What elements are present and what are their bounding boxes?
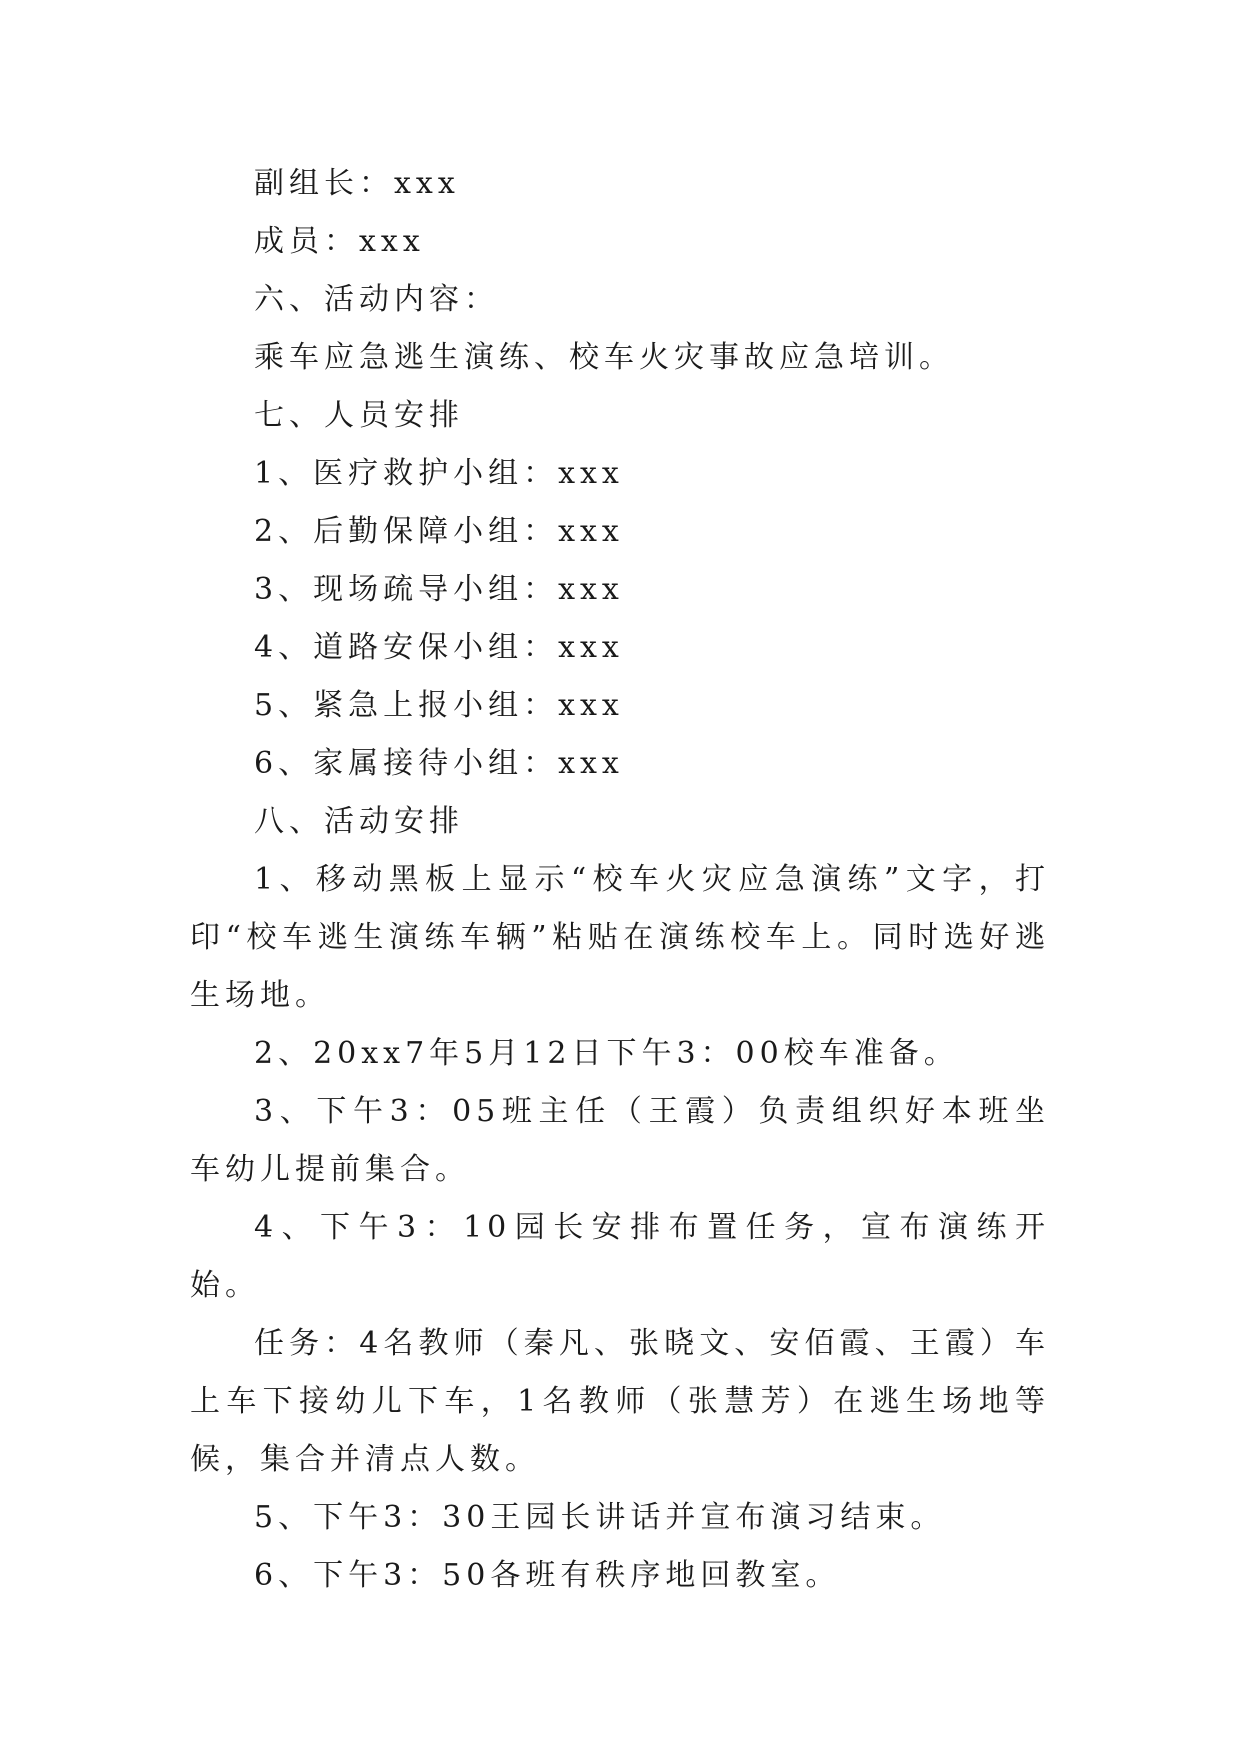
staffing-item-guidance: 3、现场疏导小组：xxx (254, 572, 624, 607)
schedule-item-6: 6、下午3：50各班有秩序地回教室。 (254, 1558, 841, 1593)
members-line: 成员：xxx (254, 224, 425, 259)
schedule-item-5: 5、下午3：30王园长讲话并宣布演习结束。 (254, 1500, 946, 1535)
schedule-task-detail: 任务：4名教师（秦凡、张晓文、安佰霞、王霞）车上车下接幼儿下车，1名教师（张慧芳）在逃生场地等候，集合并清点人数。 (190, 1326, 1050, 1477)
schedule-item-4: 4、下午3：10园长安排布置任务，宣布演练开始。 (190, 1210, 1050, 1303)
section-heading-staffing: 七、人员安排 (254, 398, 464, 433)
vice-leader-line: 副组长：xxx (254, 166, 460, 201)
staffing-item-logistics: 2、后勤保障小组：xxx (254, 514, 624, 549)
schedule-item-1: 1、移动黑板上显示“校车火灾应急演练”文字，打印“校车逃生演练车辆”粘贴在演练校车上。同时选好逃生场地。 (190, 862, 1050, 1013)
section-heading-schedule: 八、活动安排 (254, 804, 464, 839)
activity-content-text: 乘车应急逃生演练、校车火灾事故应急培训。 (254, 340, 954, 375)
staffing-item-medical: 1、医疗救护小组：xxx (254, 456, 624, 491)
document-body (190, 155, 1050, 1605)
staffing-item-family-reception: 6、家属接待小组：xxx (254, 746, 624, 781)
schedule-item-3: 3、下午3：05班主任（王霞）负责组织好本班坐车幼儿提前集合。 (190, 1094, 1050, 1187)
staffing-item-road-security: 4、道路安保小组：xxx (254, 630, 624, 665)
section-heading-activity-content: 六、活动内容： (254, 282, 499, 317)
schedule-item-2: 2、20xx7年5月12日下午3：00校车准备。 (254, 1036, 959, 1071)
staffing-item-reporting: 5、紧急上报小组：xxx (254, 688, 624, 723)
